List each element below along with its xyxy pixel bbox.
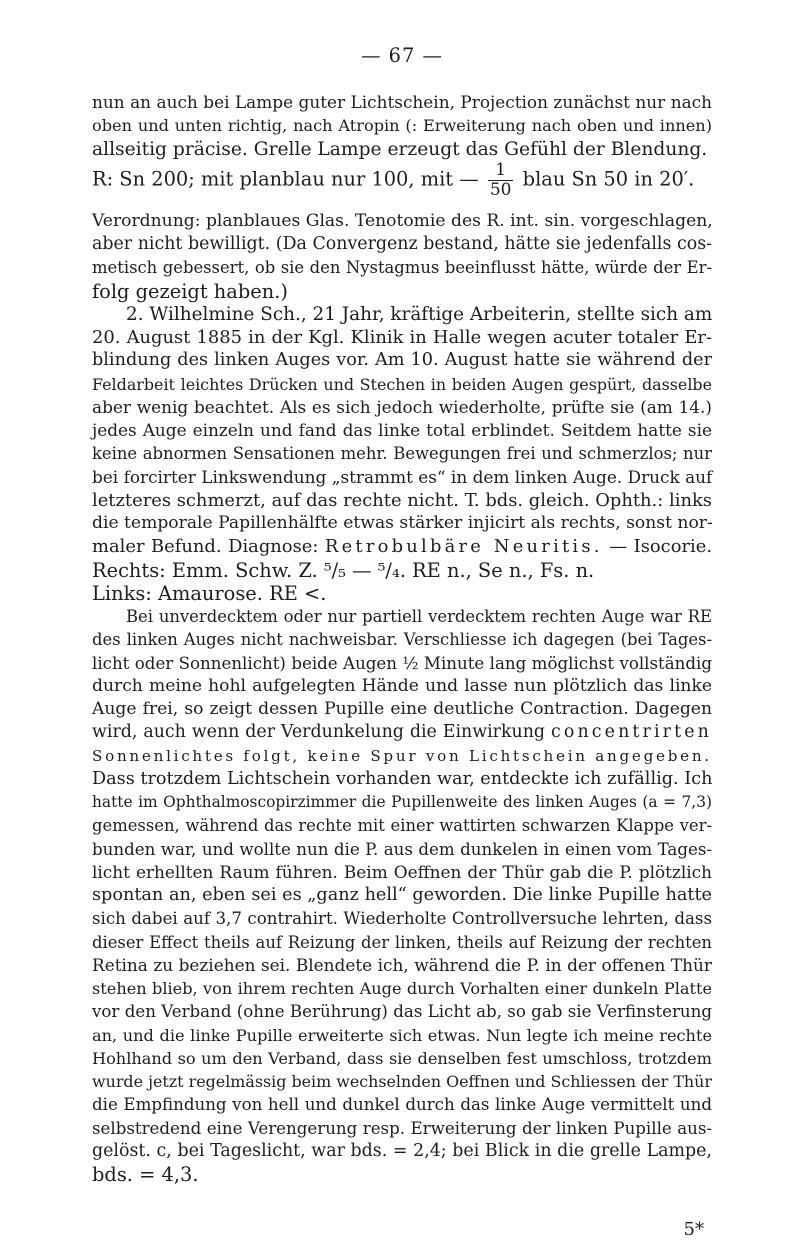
text-line: letzteres schmerzt, auf das rechte nicht. T. bds. gleich. Ophth.: links xyxy=(92,489,712,511)
text-line: nun an auch bei Lampe guter Lichtschein, Projection zunächst nur nach xyxy=(92,92,712,112)
text-line: Rechts: Emm. Schw. Z. ⁵/₅ — ⁵/₄. RE n., Se n., Fs. n. xyxy=(92,558,595,582)
text-line: Retina zu beziehen sei. Blendete ich, während die P. in der offenen Thür xyxy=(92,954,712,975)
text-line: Feldarbeit leichtes Drücken und Stechen in beiden Augen gespürt, dasselbe xyxy=(92,374,712,394)
emphasis-segment: concentrirten xyxy=(550,722,712,743)
text-line: Hohlhand so um den Verband, dass sie denselben fest umschloss, trotzdem xyxy=(92,1048,712,1068)
diagnosis-rest: — Isocorie. xyxy=(609,536,713,558)
text-line: Auge frei, so zeigt dessen Pupille eine deutliche Contraction. Dagegen xyxy=(92,699,712,719)
text-line: durch meine hohl aufgelegten Hände und lasse nun plötzlich das linke xyxy=(92,675,712,696)
text-line: an, und die linke Pupille erweiterte sich etwas. Nun legte ich meine rechte xyxy=(92,1025,712,1045)
text-line: die temporale Papillenhälfte etwas stärker injicirt als rechts, sonst nor- xyxy=(92,513,713,533)
text-line: vor den Verband (ohne Berührung) das Licht ab, so gab sie Verfinsterung xyxy=(92,1002,712,1022)
text-line: 2. Wilhelmine Sch., 21 Jahr, kräftige Arbeiterin, stellte sich am xyxy=(126,303,713,325)
diagnosis-label: maler Befund. Diagnose: xyxy=(92,536,319,558)
formula-text-start: R: Sn 200; mit planblau nur 100, mit — xyxy=(92,167,479,191)
text-line-diagnosis xyxy=(92,535,712,558)
text-line: selbstredend eine Verengerung resp. Erweiterung der linken Pupille aus- xyxy=(92,1118,712,1138)
text-line: allseitig präcise. Grelle Lampe erzeugt das Gefühl der Blendung. xyxy=(92,138,708,160)
text-line: wurde jetzt regelmässig beim wechselnden Oeffnen und Schliessen der Thür xyxy=(92,1072,712,1091)
text-line: stehen blieb, von ihrem rechten Auge durch Vorhalten einer dunkeln Platte xyxy=(92,979,712,998)
signature-mark: 5* xyxy=(683,1219,704,1240)
diagnosis-term: Retrobulbäre Neuritis. xyxy=(324,536,603,558)
formula-text-end: blau Sn 50 in 20′. xyxy=(522,167,695,191)
text-line: bunden war, und wollte nun die P. aus dem dunkelen in einen vom Tages- xyxy=(92,839,712,859)
text-line: gelöst. c, bei Tageslicht, war bds. = 2,4; bei Blick in die grelle Lampe, xyxy=(92,1140,712,1161)
text-line: Links: Amaurose. RE <. xyxy=(92,581,327,605)
fraction-denominator: 50 xyxy=(489,179,512,200)
text-line: licht oder Sonnenlicht) beide Augen ½ Minute lang möglichst vollständig xyxy=(92,653,712,673)
text-line: des linken Auges nicht nachweisbar. Verschliesse ich dagegen (bei Tages- xyxy=(92,630,712,650)
text-line: Verordnung: planblaues Glas. Tenotomie des R. int. sin. vorgeschlagen, xyxy=(92,210,713,231)
text-line: 20. August 1885 in der Kgl. Klinik in Halle wegen acuter totaler Er- xyxy=(92,327,712,348)
text-line: metisch gebessert, ob sie den Nystagmus beeinflusst hätte, würde der Er- xyxy=(92,258,712,278)
text-line: keine abnormen Sensationen mehr. Bewegungen frei und schmerzlos; nur xyxy=(92,444,712,464)
fraction xyxy=(488,161,514,200)
text-line: folg gezeigt haben.) xyxy=(92,279,288,303)
page-number: — 67 — xyxy=(361,44,443,67)
text-line-emphasis: Sonnenlichtes folgt, keine Spur von Lichtschein angegeben. xyxy=(92,746,712,765)
text-line: Dass trotzdem Lichtschein vorhanden war, entdeckte ich zufällig. Ich xyxy=(92,768,713,789)
text-line: dieser Effect theils auf Reizung der linken, theils auf Reizung der rechten xyxy=(92,932,712,952)
formula-line xyxy=(92,161,712,210)
text-line: sich dabei auf 3,7 contrahirt. Wiederholte Controllversuche lehrten, dass xyxy=(92,909,712,929)
text-line: Bei unverdecktem oder nur partiell verdecktem rechten Auge war RE xyxy=(126,607,712,626)
text-line: die Empfindung von hell und dunkel durch das linke Auge vermittelt und xyxy=(92,1095,712,1115)
text-line-emphasis xyxy=(92,721,712,744)
text-line: bds. = 4,3. xyxy=(92,1163,199,1186)
text-line: gemessen, während das rechte mit einer wattirten schwarzen Klappe ver- xyxy=(92,816,712,836)
text-line: hatte im Ophthalmoscopirzimmer die Pupillenweite des linken Auges (a = 7,3) xyxy=(92,793,712,811)
text-segment: wird, auch wenn der Verdunkelung die Einwirkung xyxy=(92,722,546,743)
text-line: jedes Auge einzeln und fand das linke total erblindet. Seitdem hatte sie xyxy=(92,420,712,440)
text-line: blindung des linken Auges vor. Am 10. August hatte sie während der xyxy=(92,350,712,371)
text-line: bei forcirter Linkswendung „strammt es“ in dem linken Auge. Druck auf xyxy=(92,466,713,487)
fraction-numerator: 1 xyxy=(488,161,514,181)
text-line: oben und unten richtig, nach Atropin (: Erweiterung nach oben und innen) xyxy=(92,116,712,136)
text-line: aber nicht bewilligt. (Da Convergenz bestand, hätte sie jedenfalls cos- xyxy=(92,234,712,254)
text-line: licht erhellten Raum führen. Beim Oeffnen der Thür gab die P. plötzlich xyxy=(92,861,712,882)
text-line: spontan an, eben sei es „ganz hell“ geworden. Die linke Pupille hatte xyxy=(92,885,712,905)
text-line: aber wenig beachtet. Als es sich jedoch wiederholte, prüfte sie (am 14.) xyxy=(92,396,712,417)
body-text xyxy=(92,91,712,1186)
